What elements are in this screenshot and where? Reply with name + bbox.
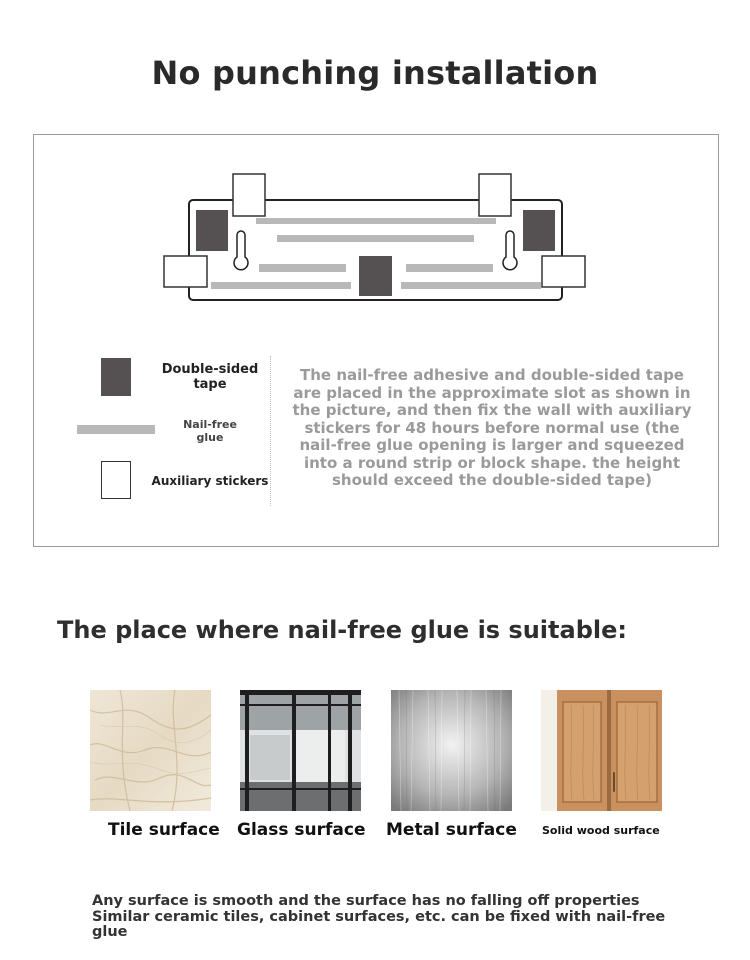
sticker-swatch xyxy=(101,461,131,499)
marble-tile-image xyxy=(90,690,211,811)
legend-tape-label: Double-sided tape xyxy=(161,362,259,392)
glass-surface-label: Glass surface xyxy=(237,820,366,840)
tape-block xyxy=(359,256,392,296)
tile-surface-label: Tile surface xyxy=(108,820,220,840)
brushed-metal-image xyxy=(391,690,512,811)
tape-block xyxy=(523,210,555,251)
installation-diagram xyxy=(0,0,750,320)
footer-line-2: Similar ceramic tiles, cabinet surfaces, etc. can be fixed with nail-free glue xyxy=(92,908,666,940)
glass-partition-image xyxy=(240,690,361,811)
footer-note xyxy=(92,894,692,941)
auxiliary-sticker xyxy=(542,256,585,287)
tape-block xyxy=(196,210,228,251)
legend-divider xyxy=(270,356,271,506)
legend-glue-label: Nail-free glue xyxy=(183,418,237,444)
legend-sticker-label: Auxiliary stickers xyxy=(151,474,269,488)
wood-cabinet-image xyxy=(541,690,662,811)
auxiliary-sticker xyxy=(233,174,265,216)
glue-strip xyxy=(259,264,346,272)
metal-surface-label: Metal surface xyxy=(386,820,517,840)
surfaces-title: The place where nail-free glue is suitable: xyxy=(57,616,627,644)
installation-description: The nail-free adhesive and double-sided tape are placed in the approximate slot as shown in the picture, and then fix the wall with auxiliary stickers for 48 hours before normal use (the nail-free glue opening is larger and squeezed into a round strip or block shape. the height should exceed the double-sided tape) xyxy=(292,366,692,489)
tape-swatch xyxy=(101,358,131,396)
glue-strip xyxy=(277,235,474,242)
auxiliary-sticker xyxy=(164,256,207,287)
glue-strip xyxy=(211,282,351,289)
footer-line-1: Any surface is smooth and the surface has no falling off properties xyxy=(92,893,640,909)
glue-swatch xyxy=(77,425,155,434)
glue-strip xyxy=(256,218,496,224)
auxiliary-sticker xyxy=(479,174,511,216)
glue-strip xyxy=(401,282,541,289)
page-title: No punching installation xyxy=(151,54,599,92)
glue-strip xyxy=(406,264,493,272)
wood-surface-label: Solid wood surface xyxy=(542,824,660,837)
